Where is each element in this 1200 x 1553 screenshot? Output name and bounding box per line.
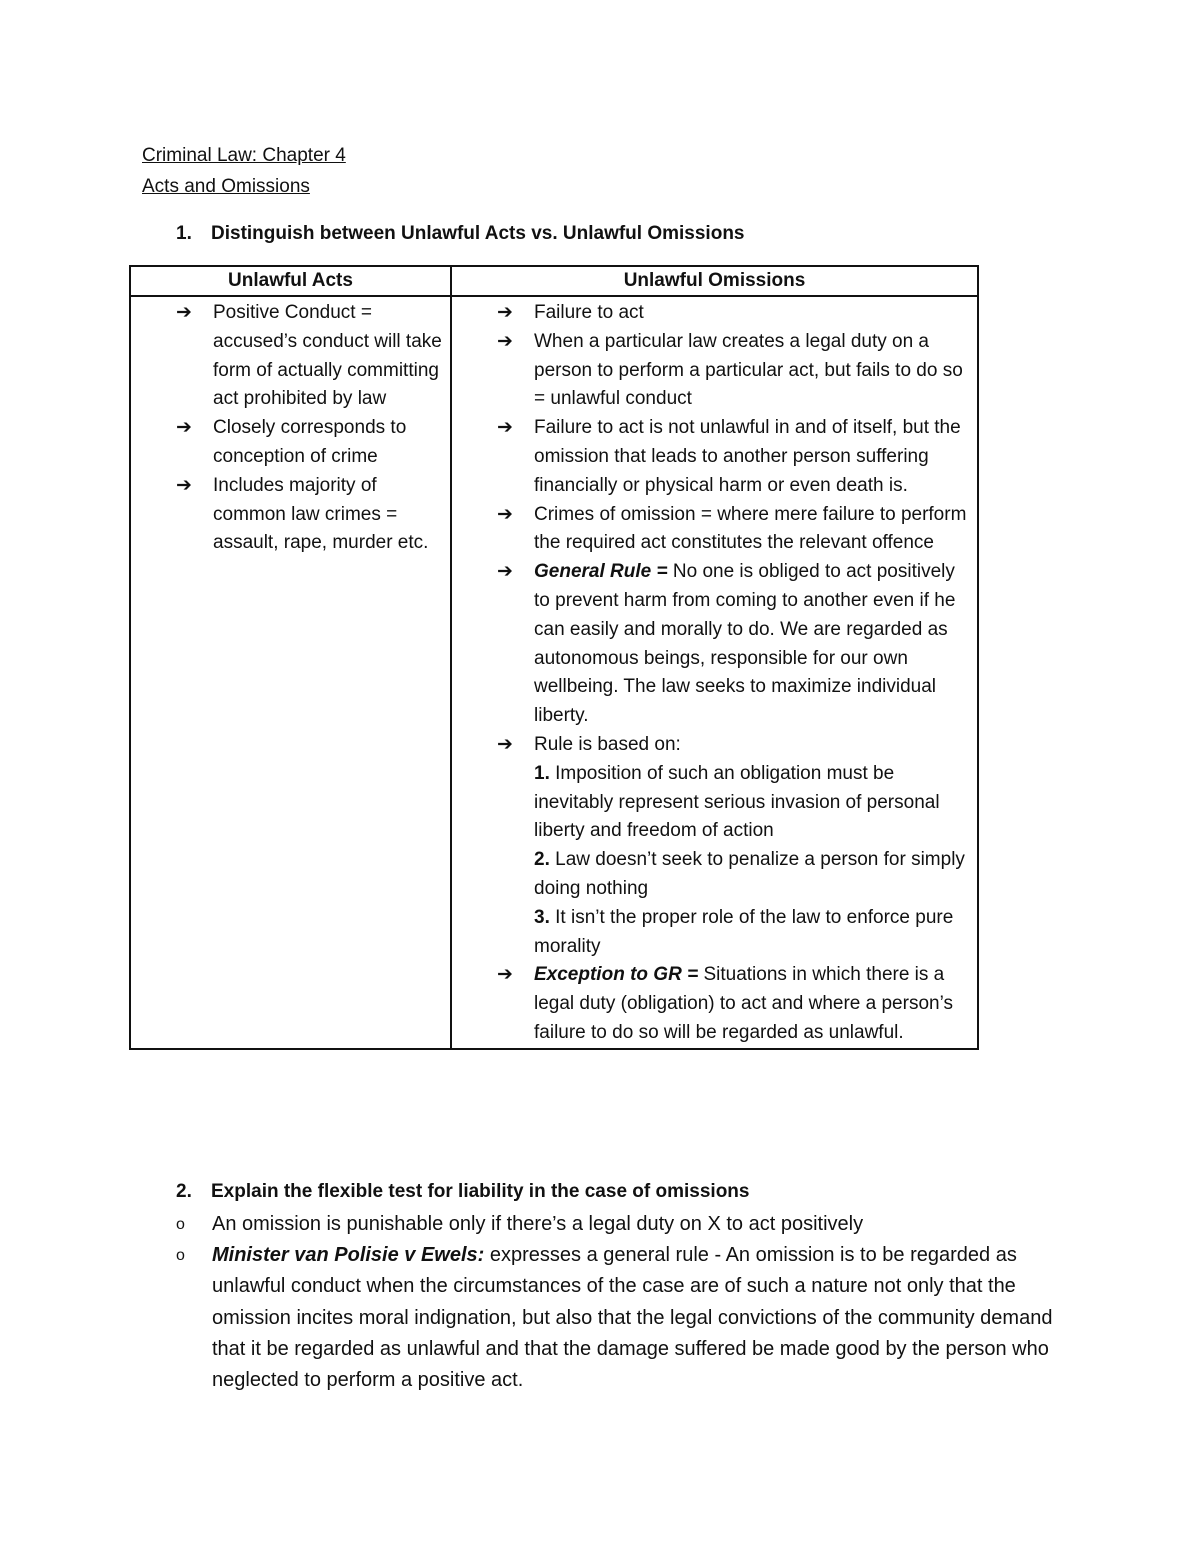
- general-rule-text: No one is obliged to act positively to prevent harm from coming to another even if he can easily and morally to do. We are regarded as autonomous beings, responsible for our own wellbeing. The law seeks to maximize individual liberty.: [534, 561, 956, 727]
- rule-basis-number: 1.: [534, 762, 550, 784]
- arrow-right-icon: ➔: [497, 302, 513, 323]
- circle-bullet-icon: o: [176, 1247, 185, 1265]
- acts-list: [131, 297, 450, 558]
- exception-label: Exception to GR =: [534, 964, 699, 986]
- list-item: [131, 414, 442, 472]
- exception-text: Situations in which there is a legal duty (obligation) to act and where a person’s failure to do so will be regarded as unlawful.: [534, 964, 953, 1043]
- rule-basis-text: Law doesn’t seek to penalize a person for simply doing nothing: [534, 849, 965, 899]
- case-name: Minister van Polisie v Ewels:: [212, 1244, 485, 1267]
- list-item-text: Failure to act: [534, 302, 644, 323]
- list-item-text: Crimes of omission = where mere failure to perform the required act constitutes the relevant offence: [534, 503, 967, 554]
- list-item: [176, 1240, 1066, 1396]
- arrow-right-icon: ➔: [176, 417, 192, 439]
- list-item: [452, 731, 969, 961]
- list-item: [452, 558, 969, 731]
- section-1-heading-text: Distinguish between Unlawful Acts vs. Unlawful Omissions: [211, 223, 745, 244]
- circle-bullet-icon: o: [176, 1216, 185, 1233]
- header-unlawful-acts: Unlawful Acts: [130, 266, 451, 296]
- table-row: [130, 296, 978, 1049]
- list-item: [452, 961, 969, 1047]
- arrow-right-icon: ➔: [176, 474, 192, 496]
- rule-basis-number: 2.: [534, 849, 550, 871]
- list-item: [131, 299, 442, 414]
- rule-basis-point-2: [534, 846, 969, 904]
- list-item-text: When a particular law creates a legal duty on a person to perform a particular act, but fails to do so = unlawful conduct: [534, 330, 963, 410]
- document-subtitle: Acts and Omissions: [142, 176, 310, 197]
- document-title: Criminal Law: Chapter 4: [142, 145, 346, 166]
- section-2-list: [176, 1209, 1066, 1396]
- arrow-right-icon: ➔: [497, 417, 513, 439]
- arrow-right-icon: ➔: [497, 330, 513, 352]
- rule-basis-point-1: [534, 760, 969, 846]
- list-item-text: Closely corresponds to conception of crime: [213, 417, 407, 467]
- list-item-text: Includes majority of common law crimes = assault, rape, murder etc.: [213, 474, 429, 554]
- arrow-right-icon: ➔: [497, 964, 513, 986]
- list-item: [452, 414, 969, 500]
- acts-cell: [130, 296, 451, 1049]
- table-header-row: [130, 266, 978, 296]
- general-rule-label: General Rule =: [534, 561, 668, 583]
- list-item: [131, 472, 442, 558]
- section-1-heading: [176, 223, 745, 245]
- list-item: [452, 328, 969, 414]
- omissions-list: [452, 297, 977, 1048]
- arrow-right-icon: ➔: [497, 503, 513, 525]
- section-2-heading-text: Explain the flexible test for liability in the case of omissions: [211, 1181, 750, 1202]
- section-1-number: 1.: [176, 223, 192, 244]
- rule-basis-point-3: [534, 904, 969, 962]
- arrow-right-icon: ➔: [497, 733, 513, 755]
- list-item: [176, 1209, 1066, 1240]
- list-item-text: An omission is punishable only if there’s a legal duty on X to act positively: [212, 1213, 864, 1235]
- section-2-heading: [176, 1181, 749, 1203]
- arrow-right-icon: ➔: [497, 561, 513, 583]
- list-item: [452, 501, 969, 559]
- list-item: [452, 299, 969, 328]
- rule-basis-intro: Rule is based on:: [534, 733, 681, 755]
- list-item-text: Failure to act is not unlawful in and of itself, but the omission that leads to another person suffering financially or physical harm or even death is.: [534, 417, 961, 496]
- header-unlawful-omissions: Unlawful Omissions: [451, 266, 978, 296]
- comparison-table: [129, 265, 979, 1050]
- arrow-right-icon: ➔: [176, 302, 192, 323]
- list-item-text: expresses a general rule - An omission is to be regarded as unlawful conduct when the circumstances of the case are of such a nature not only that the omission incites moral indignation, but also that the legal convictions of the community demand that it be regarded as unlawful and that the damage suffered be made good by the person who neglected to perform a positive act.: [212, 1244, 1053, 1392]
- rule-basis-text: It isn’t the proper role of the law to enforce pure morality: [534, 906, 954, 957]
- section-2-number: 2.: [176, 1181, 192, 1202]
- omissions-cell: [451, 296, 978, 1049]
- rule-basis-number: 3.: [534, 906, 550, 928]
- list-item-text: Positive Conduct = accused’s conduct will take form of actually committing act prohibited by law: [213, 302, 442, 410]
- rule-basis-text: Imposition of such an obligation must be inevitably represent serious invasion of personal liberty and freedom of action: [534, 762, 940, 842]
